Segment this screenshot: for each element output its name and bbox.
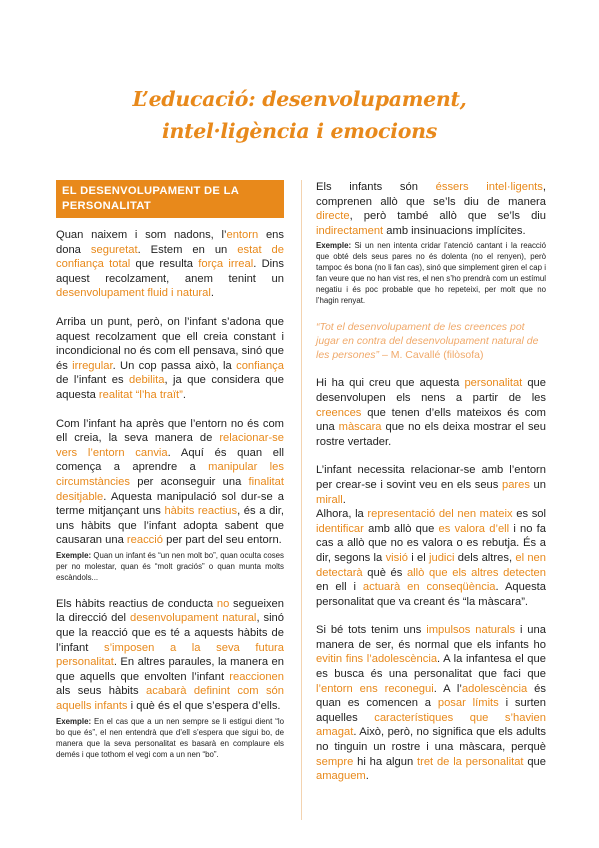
- example-label: Exemple:: [56, 550, 92, 560]
- highlight: manipular les circumstàncies: [56, 461, 284, 488]
- column-divider: [301, 180, 302, 820]
- text: i el: [407, 551, 429, 564]
- example-text: Si un nen intenta cridar l’atenció cantant i la reacció que obté dels seus pares no és dolenta (no el renyen), però tampoc és bona (no li fan cas), sinó que simplement giren el cap i fan veure que no han vist res, el nen s’ho prendrà com un estímul negatiu i és poc probable que ho repeteixi, per molt que no l’hagin renyat.: [316, 241, 546, 306]
- text: Hi ha qui creu que aquesta: [316, 377, 465, 390]
- highlight: identificar: [316, 522, 364, 535]
- highlight: sempre: [316, 755, 354, 768]
- highlight: pares: [501, 478, 530, 491]
- highlight: el nen detectarà: [316, 551, 546, 579]
- text: . Estem en un: [137, 243, 238, 256]
- highlight: entorn: [226, 229, 259, 241]
- quote-text: “Tot el desenvolupament de les creences pot jugar en contra del desenvolupament natural de les persones”: [316, 321, 539, 362]
- text: que: [523, 755, 546, 768]
- text: i no fa cas a allò que no es valora o es rebutja. És a dir, segons la: [316, 522, 547, 564]
- text: . A l’: [433, 682, 462, 695]
- text: .: [182, 388, 186, 401]
- highlight: desenvolupament fluid i natural: [56, 287, 211, 300]
- highlight: reaccionen: [229, 670, 284, 683]
- highlight: seguretat: [90, 243, 138, 256]
- highlight: personalitat: [464, 377, 523, 390]
- text: que tenen d’ells mateixos és com una: [316, 406, 546, 434]
- paragraph-3: [56, 417, 284, 548]
- highlight: hàbits reactius: [164, 505, 238, 518]
- highlight: estat de confiança total: [56, 243, 285, 271]
- text: Com l’infant ha après que l’entorn no és com ell creia, la seva manera de: [56, 417, 284, 445]
- text: Arriba un punt, però, on l’infant s’adona que aquest recolzament que ell creia constant i incondicional no és com ell pensava, sinó que és: [56, 315, 284, 372]
- highlight: éssers intel·ligents: [435, 181, 543, 193]
- highlight: tret de la personalitat: [417, 755, 524, 768]
- paragraph-6: [316, 376, 546, 449]
- example-3: [316, 240, 546, 306]
- example-1: [56, 550, 284, 583]
- text: és quan es comencen a: [316, 682, 546, 710]
- highlight: relacionar-se vers l’entorn canvia: [56, 432, 284, 459]
- highlight: impulsos naturals: [426, 624, 516, 637]
- example-label: Exemple:: [316, 241, 352, 251]
- text: dels altres,: [454, 551, 516, 564]
- highlight: reacció: [126, 534, 163, 547]
- highlight: visió: [385, 551, 408, 564]
- highlight: debilita: [129, 374, 165, 387]
- text: hi ha algun: [353, 755, 417, 768]
- text: , comprenen allò que se’ls diu de manera: [316, 181, 546, 208]
- right-column: [316, 180, 546, 798]
- text: què és: [362, 566, 407, 579]
- section-header: EL DESENVOLUPAMENT DE LA PERSONALITAT: [56, 180, 284, 218]
- text: que no els deixa mostrar el seu rostre vertader.: [316, 421, 546, 448]
- text: L’infant necessita relacionar-se amb l’entorn per crear-se i sovint veu en els seus: [316, 464, 546, 491]
- text: i què és el que s’espera d’ells.: [127, 700, 281, 713]
- text: . Un cop passa això, la: [112, 359, 237, 372]
- highlight: judici: [429, 551, 455, 564]
- highlight: posar límits: [437, 697, 499, 710]
- highlight: actuarà en conseqüència: [362, 581, 496, 594]
- text: .: [342, 493, 346, 506]
- text: amb insinuacions implícites.: [383, 224, 526, 237]
- text: . Això, però, no significa que els adults no tinguin un rostre i una màscara, perquè: [316, 726, 546, 754]
- highlight: força irreal: [198, 258, 254, 271]
- paragraph-2: [56, 315, 284, 403]
- text: . A la infantesa el que es busca és una personalitat que faci que: [316, 653, 546, 681]
- text: en ell i: [316, 581, 363, 594]
- text: que desenvolupen els nens a partir de les: [316, 377, 546, 404]
- highlight: finalitat desitjable: [56, 475, 284, 503]
- text: als seus hàbits: [56, 685, 147, 698]
- text: un: [529, 478, 546, 491]
- example-2: [56, 716, 284, 760]
- text: Si bé tots tenim uns: [316, 624, 427, 637]
- text: . Dins aquest recolzament, anem tenint un: [56, 258, 284, 285]
- text: . En altres paraules, la manera en que aquells que envolten l’infant: [56, 656, 284, 683]
- highlight: es valora d’ell: [438, 522, 510, 535]
- highlight: realitat “l’ha traït”: [98, 388, 183, 401]
- example-text: Quan un infant és “un nen molt bo”, quan oculta coses per no molestar, quan és “molt graciós” o quan munta molts escàndols...: [56, 550, 284, 582]
- highlight: acabarà definint com són aquells infants: [56, 685, 284, 713]
- text: , és a dir, uns hàbits que l’infant adopta sabent que causaran una: [56, 505, 284, 547]
- highlight: creences: [316, 406, 362, 419]
- highlight: l’entorn ens reconegui: [316, 682, 434, 695]
- left-column: [56, 180, 284, 774]
- highlight: allò que els altres detecten: [406, 566, 546, 579]
- text: per part del seu entorn.: [162, 534, 282, 547]
- quote: [316, 320, 546, 362]
- example-label: Exemple:: [56, 716, 92, 726]
- text: . Aquí és quan ell comença a aprendre a: [56, 446, 284, 474]
- text: de l’infant es: [56, 374, 130, 387]
- text: per aconseguir una: [129, 475, 249, 488]
- text: .: [365, 770, 369, 783]
- highlight: adolescència: [461, 682, 528, 695]
- text: .: [210, 287, 214, 300]
- highlight: representació del nen mateix: [367, 508, 513, 521]
- highlight: indirectament: [316, 224, 384, 237]
- highlight: màscara: [338, 421, 382, 434]
- paragraph-8: [316, 623, 546, 784]
- highlight: s’imposen a la seva futura personalitat: [56, 641, 284, 669]
- paragraph-5: [316, 180, 546, 238]
- highlight: amaguem: [316, 770, 366, 783]
- page-title-line-1: L’educació: desenvolupament,: [132, 87, 467, 111]
- text: i una manera de ser, és normal que els infants ho: [316, 624, 546, 651]
- text: . Aquesta manipulació sol dur-se a terme mitjançant uns: [56, 490, 284, 518]
- text: , però també allò que se’ls diu: [349, 210, 546, 223]
- highlight: mirall: [316, 493, 343, 506]
- paragraph-1: [56, 228, 284, 301]
- text: segueixen la direcció del: [56, 597, 284, 625]
- highlight: no: [216, 597, 230, 610]
- text: , ja que considera que aquesta: [56, 374, 284, 401]
- example-text: En el cas que a un nen sempre se li estigui dient “lo bo que és”, el nen entendrà que d’ell s’espera que sigui bo, de manera que la seva personalitat es basarà en complaure els demés i que tothom el vegi com a un nen “bo”.: [56, 716, 284, 759]
- highlight: característiques que s’havien amagat: [316, 711, 546, 739]
- paragraph-7: [316, 463, 546, 609]
- text: que resulta: [130, 258, 199, 271]
- text: Quan naixem i som nadons, l’: [56, 229, 227, 241]
- text: Els infants són: [316, 181, 436, 193]
- paragraph-4: [56, 597, 284, 714]
- text: amb allò que: [363, 522, 439, 535]
- text: ens dona: [56, 229, 284, 256]
- text: , sinó que la reacció que es té a aquests hàbits de l’infant: [56, 612, 284, 654]
- quote-author: – M. Cavallé (filòsofa): [379, 349, 484, 362]
- highlight: desenvolupament natural: [129, 612, 257, 625]
- highlight: evitin fins l’adolescència: [316, 653, 438, 666]
- text: . Aquesta personalitat que va creant és “la màscara”.: [316, 581, 546, 608]
- text: Alhora, la: [316, 508, 368, 521]
- text: Els hàbits reactius de conducta: [56, 597, 217, 610]
- highlight: directe: [316, 210, 350, 223]
- text: es sol: [512, 508, 546, 521]
- highlight: irregular: [72, 359, 113, 372]
- text: i surten aquelles: [316, 697, 546, 724]
- page-title-line-2: intel·ligència i emocions: [162, 119, 437, 143]
- highlight: confiança: [236, 359, 284, 372]
